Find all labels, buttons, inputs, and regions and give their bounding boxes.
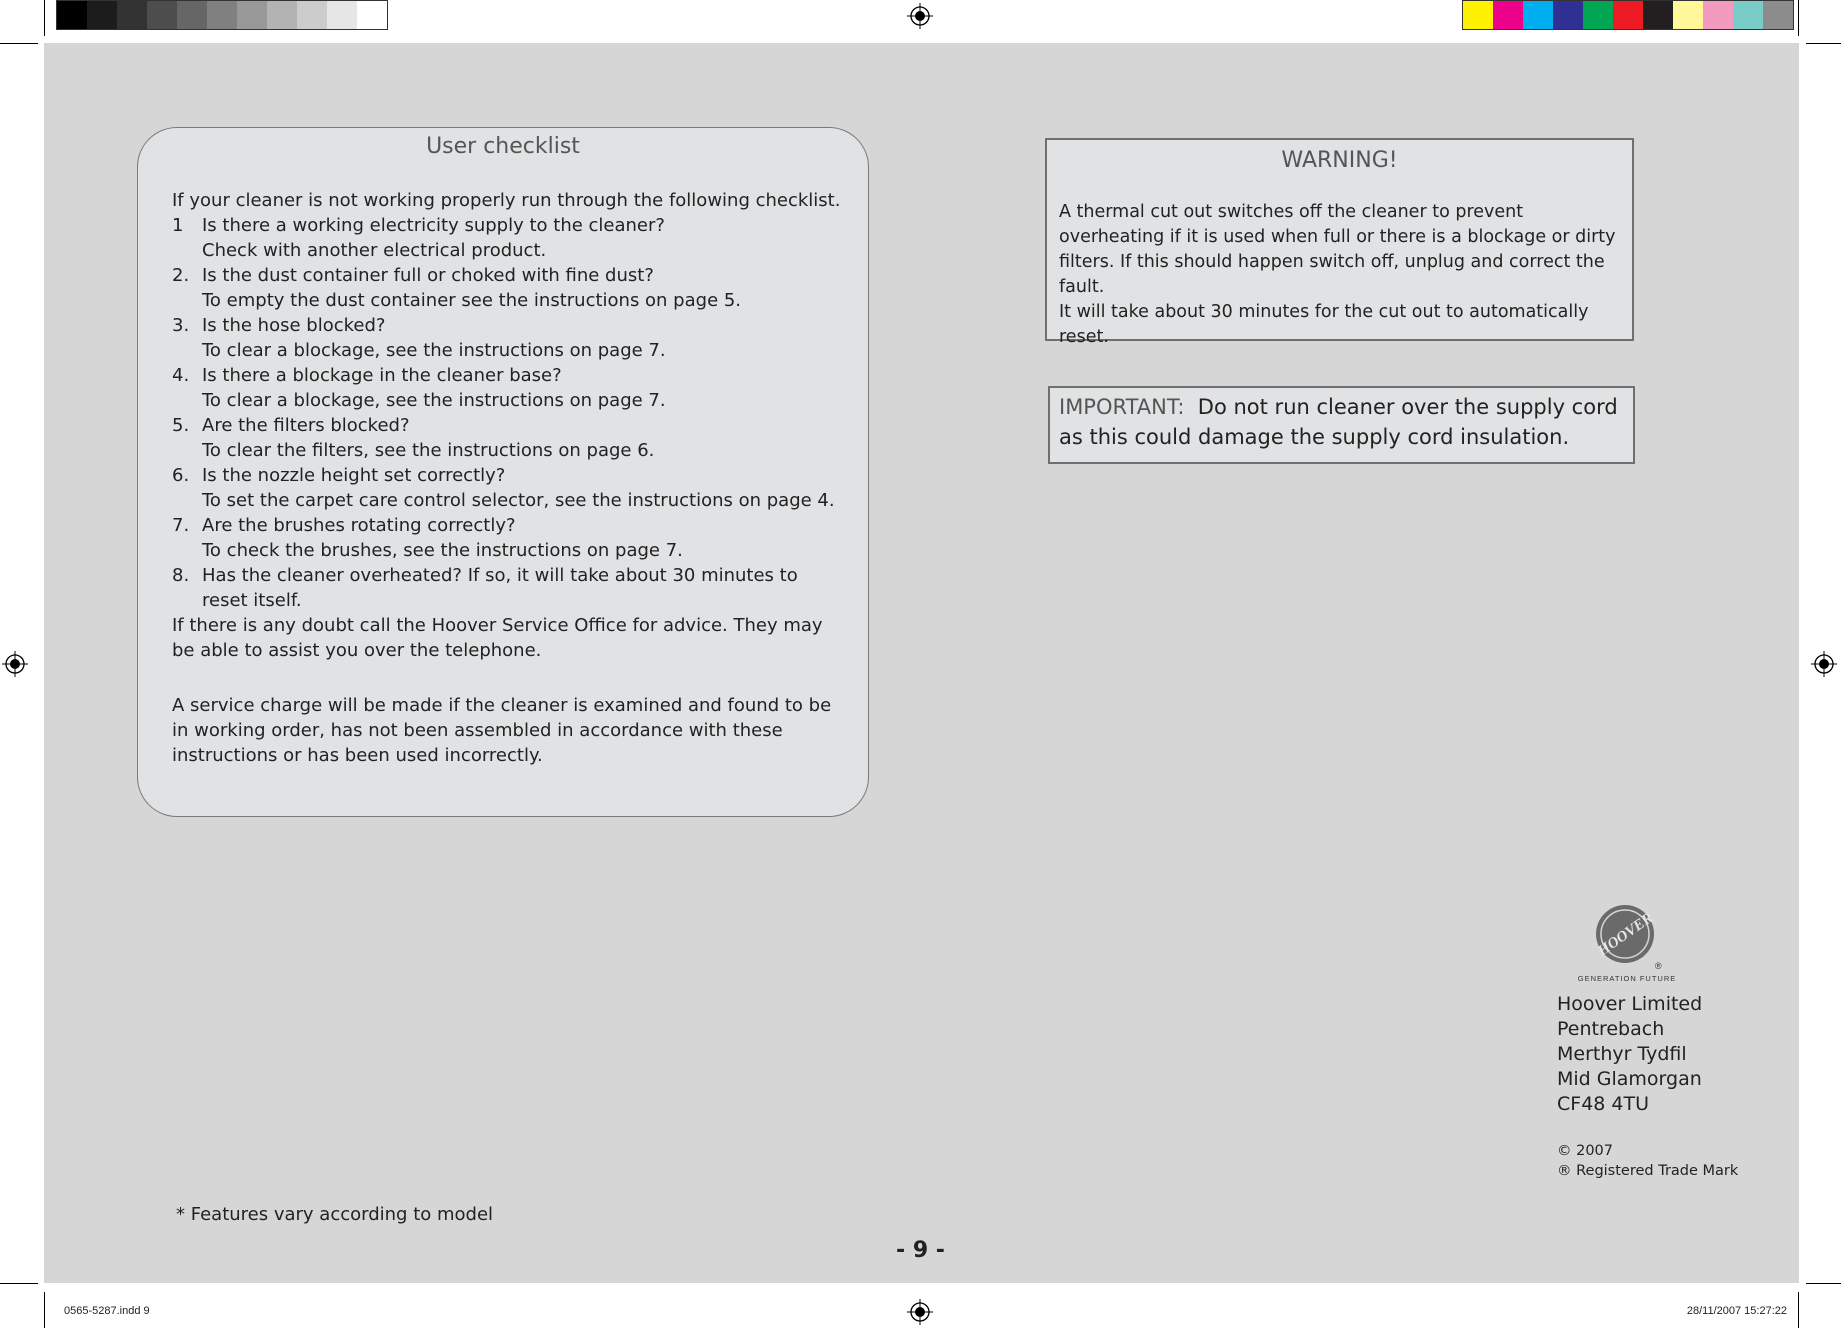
address-line: CF48 4TU [1557,1093,1650,1115]
checklist-item-action: To empty the dust container see the instructions on page 5. [202,290,742,311]
checklist-item-number: 5. [172,415,190,436]
checklist-item-action: To clear the filters, see the instructions on page 6. [202,440,655,461]
address-line: Pentrebach [1557,1018,1665,1040]
checklist-item [172,513,842,563]
hoover-logo-icon [1565,903,1689,983]
checklist-item-question: Are the filters blocked? [202,415,410,436]
features-footnote: * Features vary according to model [176,1204,494,1225]
important-label: IMPORTANT: [1059,395,1185,419]
checklist-item-question: Is the nozzle height set correctly? [202,465,506,486]
color-swatch [1733,1,1763,29]
important-text: Do not run cleaner over the supply cord as this could damage the supply cord insulation. [1059,395,1618,449]
color-swatch [267,1,297,29]
color-swatch [1613,1,1643,29]
checklist-item-action: To check the brushes, see the instructions on page 7. [202,540,683,561]
checklist-item-number: 6. [172,465,190,486]
warning-paragraph: A thermal cut out switches off the cleaner to prevent overheating if it is used when full or there is a blockage or dirty filters. If this should happen switch off, unplug and correct the fault. [1059,202,1616,297]
slug-timestamp: 28/11/2007 15:27:22 [1686,1305,1787,1317]
logo-registered: ® [1655,961,1662,971]
checklist-item-action: To clear a blockage, see the instructions on page 7. [202,390,666,411]
slug-filename: 0565-5287.indd 9 [64,1305,150,1317]
copyright-line: © 2007 [1557,1143,1614,1159]
color-swatch [207,1,237,29]
checklist-item-action: To set the carpet care control selector, see the instructions on page 4. [202,490,835,511]
checklist-intro: If your cleaner is not working properly run through the following checklist. [172,190,841,211]
checklist-item-number: 2. [172,265,190,286]
crop-mark [0,43,38,44]
checklist-item-question: Has the cleaner overheated? If so, it will take about 30 minutes to reset itself. [202,565,798,611]
warning-box [1045,138,1634,347]
registration-mark-icon [907,3,933,29]
crop-mark [1806,43,1841,44]
checklist-items [172,213,842,613]
color-swatch [1763,1,1793,29]
crop-mark [1806,1283,1841,1284]
checklist-item [172,213,842,263]
company-address [1557,992,1702,1117]
trademark-line: ® Registered Trade Mark [1557,1163,1739,1179]
warning-paragraph: It will take about 30 minutes for the cut out to automatically reset. [1059,302,1589,347]
registration-mark-icon [2,651,28,677]
logo-brand: HOOVER [1595,910,1657,960]
checklist-item [172,313,842,363]
page-number: - 9 - [896,1238,945,1263]
checklist-item [172,413,842,463]
color-swatch [1673,1,1703,29]
checklist-item [172,363,842,413]
service-advice: If there is any doubt call the Hoover Service Office for advice. They may be able to assist you over the telephone. [172,615,823,661]
checklist-body [172,188,842,768]
address-line: Mid Glamorgan [1557,1068,1702,1090]
color-swatch [1553,1,1583,29]
checklist-item-action: Check with another electrical product. [202,240,547,261]
legal-notice [1557,1141,1738,1181]
crop-mark [44,1292,45,1328]
logo-tagline: GENERATION FUTURE [1577,974,1677,983]
color-swatch [1703,1,1733,29]
checklist-item-question: Is the hose blocked? [202,315,386,336]
crop-mark [1798,1292,1799,1328]
color-swatch [237,1,267,29]
checklist-item-number: 3. [172,315,190,336]
checklist-item-number: 8. [172,565,190,586]
color-swatch [327,1,357,29]
checklist-title: User checklist [426,134,580,159]
checklist-item-question: Is the dust container full or choked with fine dust? [202,265,654,286]
address-line: Hoover Limited [1557,993,1703,1015]
important-notice-box [1048,386,1635,464]
color-swatch [1643,1,1673,29]
checklist-item-question: Is there a blockage in the cleaner base? [202,365,562,386]
grayscale-color-bar [56,0,388,30]
color-swatch [147,1,177,29]
crop-mark [1798,0,1799,36]
color-swatch [177,1,207,29]
address-line: Merthyr Tydfil [1557,1043,1687,1065]
color-swatch [1583,1,1613,29]
color-swatch [117,1,147,29]
checklist-item-number: 1 [172,215,184,236]
checklist-item-question: Is there a working electricity supply to the cleaner? [202,215,665,236]
warning-title: WARNING! [1281,148,1398,173]
checklist-item [172,263,842,313]
color-swatch [87,1,117,29]
color-swatch [57,1,87,29]
color-swatch [1523,1,1553,29]
crop-mark [44,0,45,36]
registration-mark-icon [1811,651,1837,677]
checklist-item [172,563,842,613]
registration-mark-icon [907,1299,933,1325]
checklist-item-number: 4. [172,365,190,386]
color-swatch [297,1,327,29]
checklist-item [172,463,842,513]
checklist-item-question: Are the brushes rotating correctly? [202,515,516,536]
crop-mark [0,1283,38,1284]
checklist-item-action: To clear a blockage, see the instructions on page 7. [202,340,666,361]
user-checklist-box [137,127,869,817]
color-swatch [357,1,387,29]
color-swatch [1463,1,1493,29]
service-charge: A service charge will be made if the cleaner is examined and found to be in working order, has not been assembled in accordance with these instructions or has been used incorrectly. [172,695,832,766]
color-swatch [1493,1,1523,29]
cmyk-color-bar [1462,0,1794,30]
checklist-item-number: 7. [172,515,190,536]
